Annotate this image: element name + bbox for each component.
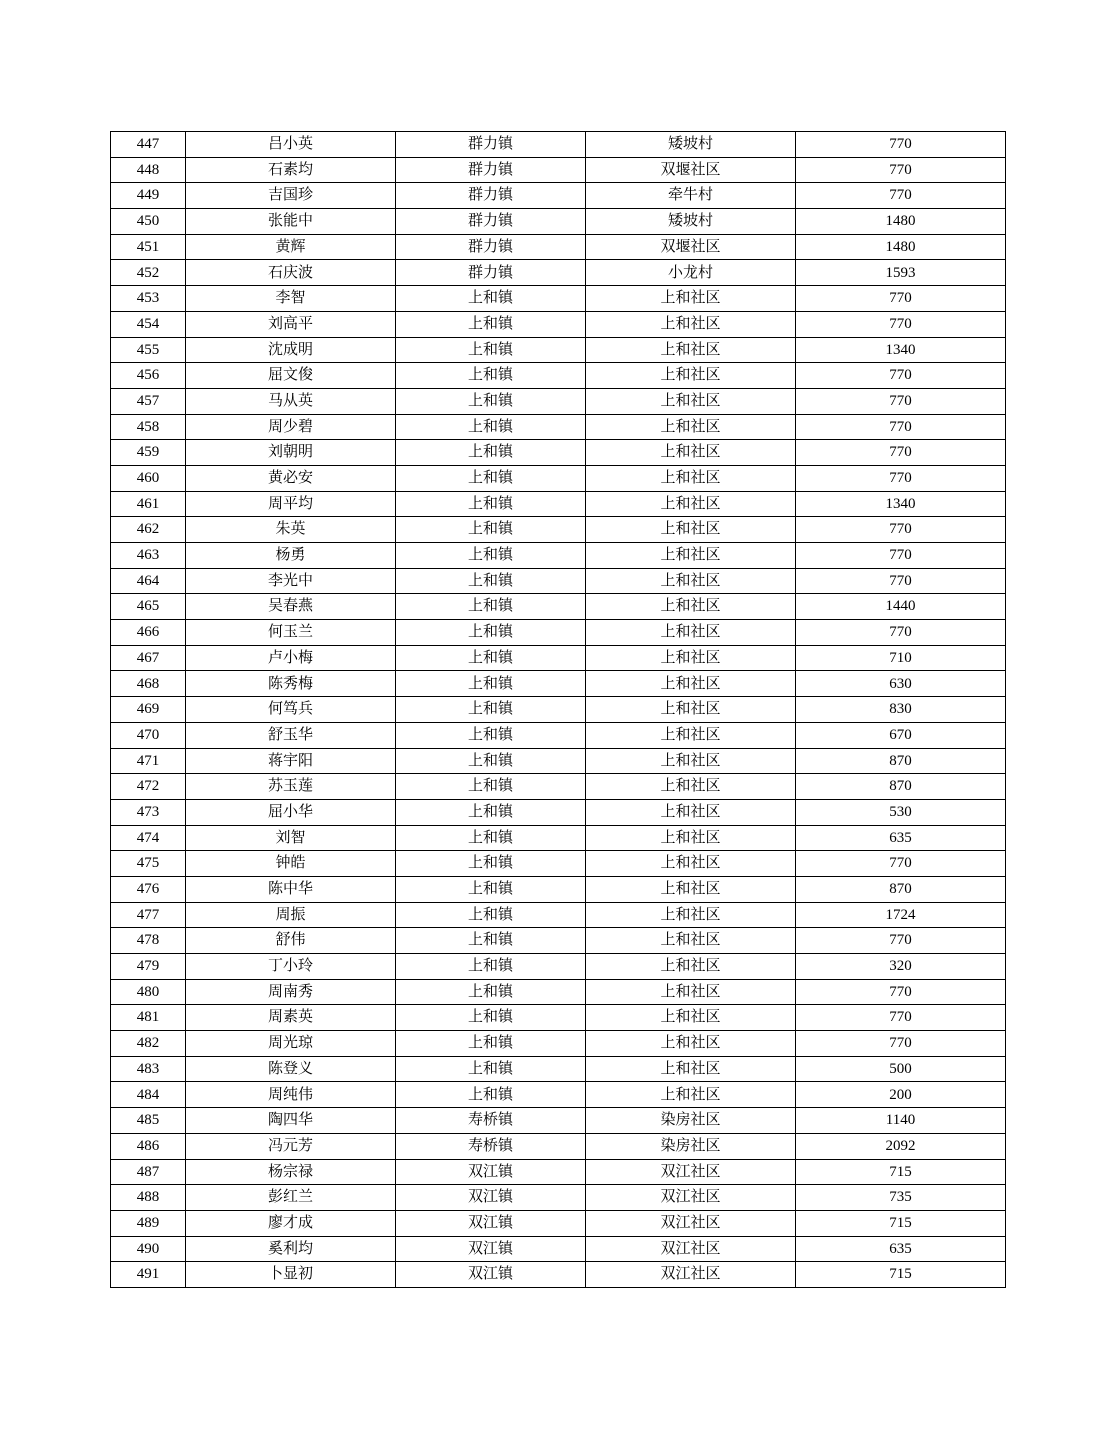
table-row xyxy=(111,851,1006,877)
row-number-cell: 483 xyxy=(111,1056,186,1082)
person-name-cell: 何笃兵 xyxy=(186,697,396,723)
person-name-cell: 舒玉华 xyxy=(186,722,396,748)
community-cell: 上和社区 xyxy=(586,876,796,902)
person-name-cell: 周纯伟 xyxy=(186,1082,396,1108)
amount-cell: 870 xyxy=(796,876,1006,902)
row-number-cell: 457 xyxy=(111,388,186,414)
community-cell: 上和社区 xyxy=(586,799,796,825)
amount-cell: 770 xyxy=(796,1031,1006,1057)
town-cell: 上和镇 xyxy=(396,594,586,620)
town-cell: 上和镇 xyxy=(396,363,586,389)
amount-cell: 1480 xyxy=(796,234,1006,260)
row-number-cell: 488 xyxy=(111,1185,186,1211)
community-cell: 上和社区 xyxy=(586,620,796,646)
person-name-cell: 冯元芳 xyxy=(186,1133,396,1159)
amount-cell: 870 xyxy=(796,748,1006,774)
person-name-cell: 李光中 xyxy=(186,568,396,594)
table-row xyxy=(111,517,1006,543)
amount-cell: 735 xyxy=(796,1185,1006,1211)
table-row xyxy=(111,1185,1006,1211)
amount-cell: 1480 xyxy=(796,209,1006,235)
town-cell: 上和镇 xyxy=(396,979,586,1005)
amount-cell: 770 xyxy=(796,286,1006,312)
town-cell: 上和镇 xyxy=(396,876,586,902)
town-cell: 上和镇 xyxy=(396,1082,586,1108)
community-cell: 上和社区 xyxy=(586,825,796,851)
amount-cell: 1593 xyxy=(796,260,1006,286)
town-cell: 上和镇 xyxy=(396,902,586,928)
amount-cell: 530 xyxy=(796,799,1006,825)
row-number-cell: 458 xyxy=(111,414,186,440)
community-cell: 双江社区 xyxy=(586,1185,796,1211)
town-cell: 上和镇 xyxy=(396,568,586,594)
table-row xyxy=(111,311,1006,337)
person-name-cell: 刘朝明 xyxy=(186,440,396,466)
community-cell: 上和社区 xyxy=(586,1031,796,1057)
amount-cell: 635 xyxy=(796,1236,1006,1262)
person-name-cell: 蒋宇阳 xyxy=(186,748,396,774)
amount-cell: 200 xyxy=(796,1082,1006,1108)
subsidy-table xyxy=(110,131,1006,1288)
row-number-cell: 449 xyxy=(111,183,186,209)
community-cell: 上和社区 xyxy=(586,774,796,800)
table-row xyxy=(111,1108,1006,1134)
community-cell: 上和社区 xyxy=(586,594,796,620)
amount-cell: 715 xyxy=(796,1159,1006,1185)
community-cell: 上和社区 xyxy=(586,748,796,774)
row-number-cell: 465 xyxy=(111,594,186,620)
amount-cell: 2092 xyxy=(796,1133,1006,1159)
table-row xyxy=(111,748,1006,774)
person-name-cell: 马从英 xyxy=(186,388,396,414)
community-cell: 上和社区 xyxy=(586,363,796,389)
table-body xyxy=(111,132,1006,1288)
table-row xyxy=(111,1262,1006,1288)
amount-cell: 1340 xyxy=(796,337,1006,363)
table-row xyxy=(111,132,1006,158)
table-row xyxy=(111,645,1006,671)
community-cell: 上和社区 xyxy=(586,954,796,980)
community-cell: 上和社区 xyxy=(586,851,796,877)
table-row xyxy=(111,1210,1006,1236)
community-cell: 上和社区 xyxy=(586,286,796,312)
town-cell: 双江镇 xyxy=(396,1236,586,1262)
row-number-cell: 472 xyxy=(111,774,186,800)
community-cell: 牵牛村 xyxy=(586,183,796,209)
town-cell: 上和镇 xyxy=(396,465,586,491)
amount-cell: 870 xyxy=(796,774,1006,800)
town-cell: 群力镇 xyxy=(396,209,586,235)
town-cell: 群力镇 xyxy=(396,234,586,260)
row-number-cell: 480 xyxy=(111,979,186,1005)
row-number-cell: 469 xyxy=(111,697,186,723)
person-name-cell: 周南秀 xyxy=(186,979,396,1005)
community-cell: 上和社区 xyxy=(586,902,796,928)
amount-cell: 770 xyxy=(796,851,1006,877)
table-row xyxy=(111,157,1006,183)
amount-cell: 715 xyxy=(796,1210,1006,1236)
person-name-cell: 屈文俊 xyxy=(186,363,396,389)
table-row xyxy=(111,568,1006,594)
person-name-cell: 石素均 xyxy=(186,157,396,183)
row-number-cell: 463 xyxy=(111,543,186,569)
amount-cell: 830 xyxy=(796,697,1006,723)
row-number-cell: 456 xyxy=(111,363,186,389)
amount-cell: 770 xyxy=(796,620,1006,646)
town-cell: 上和镇 xyxy=(396,954,586,980)
community-cell: 上和社区 xyxy=(586,979,796,1005)
table-row xyxy=(111,671,1006,697)
amount-cell: 635 xyxy=(796,825,1006,851)
community-cell: 上和社区 xyxy=(586,543,796,569)
person-name-cell: 黄辉 xyxy=(186,234,396,260)
person-name-cell: 石庆波 xyxy=(186,260,396,286)
town-cell: 群力镇 xyxy=(396,260,586,286)
row-number-cell: 467 xyxy=(111,645,186,671)
town-cell: 上和镇 xyxy=(396,1056,586,1082)
community-cell: 上和社区 xyxy=(586,491,796,517)
town-cell: 双江镇 xyxy=(396,1159,586,1185)
row-number-cell: 460 xyxy=(111,465,186,491)
community-cell: 矮坡村 xyxy=(586,132,796,158)
person-name-cell: 黄必安 xyxy=(186,465,396,491)
community-cell: 双江社区 xyxy=(586,1262,796,1288)
row-number-cell: 459 xyxy=(111,440,186,466)
community-cell: 上和社区 xyxy=(586,388,796,414)
table-row xyxy=(111,1031,1006,1057)
town-cell: 上和镇 xyxy=(396,311,586,337)
row-number-cell: 468 xyxy=(111,671,186,697)
row-number-cell: 491 xyxy=(111,1262,186,1288)
town-cell: 上和镇 xyxy=(396,774,586,800)
table-row xyxy=(111,209,1006,235)
amount-cell: 630 xyxy=(796,671,1006,697)
row-number-cell: 461 xyxy=(111,491,186,517)
table-row xyxy=(111,774,1006,800)
town-cell: 上和镇 xyxy=(396,414,586,440)
town-cell: 上和镇 xyxy=(396,1005,586,1031)
person-name-cell: 何玉兰 xyxy=(186,620,396,646)
amount-cell: 770 xyxy=(796,465,1006,491)
row-number-cell: 452 xyxy=(111,260,186,286)
community-cell: 双江社区 xyxy=(586,1159,796,1185)
community-cell: 上和社区 xyxy=(586,311,796,337)
person-name-cell: 沈成明 xyxy=(186,337,396,363)
table-row xyxy=(111,799,1006,825)
town-cell: 双江镇 xyxy=(396,1185,586,1211)
table-row xyxy=(111,825,1006,851)
person-name-cell: 卜显初 xyxy=(186,1262,396,1288)
community-cell: 上和社区 xyxy=(586,928,796,954)
community-cell: 染房社区 xyxy=(586,1133,796,1159)
row-number-cell: 481 xyxy=(111,1005,186,1031)
table-row xyxy=(111,594,1006,620)
town-cell: 上和镇 xyxy=(396,286,586,312)
community-cell: 矮坡村 xyxy=(586,209,796,235)
row-number-cell: 447 xyxy=(111,132,186,158)
table-row xyxy=(111,234,1006,260)
community-cell: 上和社区 xyxy=(586,465,796,491)
town-cell: 上和镇 xyxy=(396,491,586,517)
town-cell: 上和镇 xyxy=(396,620,586,646)
row-number-cell: 448 xyxy=(111,157,186,183)
row-number-cell: 466 xyxy=(111,620,186,646)
person-name-cell: 吴春燕 xyxy=(186,594,396,620)
amount-cell: 715 xyxy=(796,1262,1006,1288)
row-number-cell: 471 xyxy=(111,748,186,774)
community-cell: 染房社区 xyxy=(586,1108,796,1134)
row-number-cell: 482 xyxy=(111,1031,186,1057)
person-name-cell: 奚利均 xyxy=(186,1236,396,1262)
row-number-cell: 487 xyxy=(111,1159,186,1185)
community-cell: 上和社区 xyxy=(586,337,796,363)
row-number-cell: 453 xyxy=(111,286,186,312)
community-cell: 上和社区 xyxy=(586,440,796,466)
row-number-cell: 477 xyxy=(111,902,186,928)
amount-cell: 770 xyxy=(796,132,1006,158)
table-row xyxy=(111,465,1006,491)
person-name-cell: 屈小华 xyxy=(186,799,396,825)
table-row xyxy=(111,491,1006,517)
town-cell: 群力镇 xyxy=(396,132,586,158)
row-number-cell: 454 xyxy=(111,311,186,337)
town-cell: 上和镇 xyxy=(396,1031,586,1057)
person-name-cell: 刘高平 xyxy=(186,311,396,337)
person-name-cell: 周素英 xyxy=(186,1005,396,1031)
table-row xyxy=(111,722,1006,748)
town-cell: 上和镇 xyxy=(396,645,586,671)
table-row xyxy=(111,1005,1006,1031)
row-number-cell: 474 xyxy=(111,825,186,851)
community-cell: 双江社区 xyxy=(586,1210,796,1236)
row-number-cell: 473 xyxy=(111,799,186,825)
town-cell: 上和镇 xyxy=(396,722,586,748)
table-row xyxy=(111,363,1006,389)
community-cell: 双堰社区 xyxy=(586,157,796,183)
table-row xyxy=(111,543,1006,569)
amount-cell: 770 xyxy=(796,388,1006,414)
town-cell: 上和镇 xyxy=(396,517,586,543)
table-row xyxy=(111,260,1006,286)
table-row xyxy=(111,620,1006,646)
table-row xyxy=(111,876,1006,902)
row-number-cell: 450 xyxy=(111,209,186,235)
table-row xyxy=(111,1236,1006,1262)
table-row xyxy=(111,902,1006,928)
person-name-cell: 陶四华 xyxy=(186,1108,396,1134)
town-cell: 上和镇 xyxy=(396,825,586,851)
town-cell: 上和镇 xyxy=(396,748,586,774)
row-number-cell: 455 xyxy=(111,337,186,363)
person-name-cell: 陈中华 xyxy=(186,876,396,902)
person-name-cell: 丁小玲 xyxy=(186,954,396,980)
person-name-cell: 杨宗禄 xyxy=(186,1159,396,1185)
person-name-cell: 周平均 xyxy=(186,491,396,517)
amount-cell: 770 xyxy=(796,568,1006,594)
person-name-cell: 周光琼 xyxy=(186,1031,396,1057)
town-cell: 群力镇 xyxy=(396,183,586,209)
town-cell: 上和镇 xyxy=(396,337,586,363)
table-row xyxy=(111,414,1006,440)
person-name-cell: 卢小梅 xyxy=(186,645,396,671)
town-cell: 上和镇 xyxy=(396,440,586,466)
community-cell: 上和社区 xyxy=(586,645,796,671)
town-cell: 上和镇 xyxy=(396,697,586,723)
person-name-cell: 钟皓 xyxy=(186,851,396,877)
table-row xyxy=(111,440,1006,466)
community-cell: 上和社区 xyxy=(586,1082,796,1108)
amount-cell: 770 xyxy=(796,1005,1006,1031)
person-name-cell: 张能中 xyxy=(186,209,396,235)
amount-cell: 1724 xyxy=(796,902,1006,928)
table-row xyxy=(111,286,1006,312)
person-name-cell: 陈登义 xyxy=(186,1056,396,1082)
row-number-cell: 490 xyxy=(111,1236,186,1262)
amount-cell: 770 xyxy=(796,414,1006,440)
community-cell: 上和社区 xyxy=(586,722,796,748)
table-row xyxy=(111,697,1006,723)
community-cell: 小龙村 xyxy=(586,260,796,286)
amount-cell: 770 xyxy=(796,183,1006,209)
row-number-cell: 462 xyxy=(111,517,186,543)
person-name-cell: 舒伟 xyxy=(186,928,396,954)
row-number-cell: 486 xyxy=(111,1133,186,1159)
amount-cell: 1340 xyxy=(796,491,1006,517)
table-row xyxy=(111,928,1006,954)
table-row xyxy=(111,337,1006,363)
community-cell: 上和社区 xyxy=(586,671,796,697)
town-cell: 寿桥镇 xyxy=(396,1108,586,1134)
amount-cell: 1140 xyxy=(796,1108,1006,1134)
town-cell: 群力镇 xyxy=(396,157,586,183)
amount-cell: 770 xyxy=(796,517,1006,543)
person-name-cell: 李智 xyxy=(186,286,396,312)
amount-cell: 710 xyxy=(796,645,1006,671)
amount-cell: 770 xyxy=(796,311,1006,337)
amount-cell: 770 xyxy=(796,440,1006,466)
table-row xyxy=(111,1056,1006,1082)
table-row xyxy=(111,1133,1006,1159)
amount-cell: 770 xyxy=(796,928,1006,954)
person-name-cell: 杨勇 xyxy=(186,543,396,569)
person-name-cell: 廖才成 xyxy=(186,1210,396,1236)
amount-cell: 770 xyxy=(796,157,1006,183)
town-cell: 双江镇 xyxy=(396,1262,586,1288)
town-cell: 双江镇 xyxy=(396,1210,586,1236)
row-number-cell: 464 xyxy=(111,568,186,594)
table-row xyxy=(111,1159,1006,1185)
community-cell: 上和社区 xyxy=(586,414,796,440)
row-number-cell: 470 xyxy=(111,722,186,748)
community-cell: 双堰社区 xyxy=(586,234,796,260)
person-name-cell: 周少碧 xyxy=(186,414,396,440)
town-cell: 上和镇 xyxy=(396,851,586,877)
person-name-cell: 彭红兰 xyxy=(186,1185,396,1211)
community-cell: 双江社区 xyxy=(586,1236,796,1262)
amount-cell: 770 xyxy=(796,363,1006,389)
person-name-cell: 周振 xyxy=(186,902,396,928)
town-cell: 上和镇 xyxy=(396,799,586,825)
town-cell: 上和镇 xyxy=(396,543,586,569)
amount-cell: 770 xyxy=(796,979,1006,1005)
table-row xyxy=(111,979,1006,1005)
row-number-cell: 451 xyxy=(111,234,186,260)
town-cell: 寿桥镇 xyxy=(396,1133,586,1159)
amount-cell: 320 xyxy=(796,954,1006,980)
row-number-cell: 489 xyxy=(111,1210,186,1236)
town-cell: 上和镇 xyxy=(396,928,586,954)
community-cell: 上和社区 xyxy=(586,517,796,543)
town-cell: 上和镇 xyxy=(396,671,586,697)
person-name-cell: 苏玉莲 xyxy=(186,774,396,800)
community-cell: 上和社区 xyxy=(586,1005,796,1031)
person-name-cell: 陈秀梅 xyxy=(186,671,396,697)
amount-cell: 770 xyxy=(796,543,1006,569)
community-cell: 上和社区 xyxy=(586,1056,796,1082)
person-name-cell: 刘智 xyxy=(186,825,396,851)
row-number-cell: 484 xyxy=(111,1082,186,1108)
amount-cell: 1440 xyxy=(796,594,1006,620)
row-number-cell: 479 xyxy=(111,954,186,980)
community-cell: 上和社区 xyxy=(586,568,796,594)
table-row xyxy=(111,1082,1006,1108)
row-number-cell: 478 xyxy=(111,928,186,954)
community-cell: 上和社区 xyxy=(586,697,796,723)
table-row xyxy=(111,388,1006,414)
person-name-cell: 吕小英 xyxy=(186,132,396,158)
row-number-cell: 475 xyxy=(111,851,186,877)
amount-cell: 500 xyxy=(796,1056,1006,1082)
row-number-cell: 485 xyxy=(111,1108,186,1134)
person-name-cell: 朱英 xyxy=(186,517,396,543)
table-row xyxy=(111,183,1006,209)
town-cell: 上和镇 xyxy=(396,388,586,414)
amount-cell: 670 xyxy=(796,722,1006,748)
row-number-cell: 476 xyxy=(111,876,186,902)
person-name-cell: 吉国珍 xyxy=(186,183,396,209)
table-row xyxy=(111,954,1006,980)
